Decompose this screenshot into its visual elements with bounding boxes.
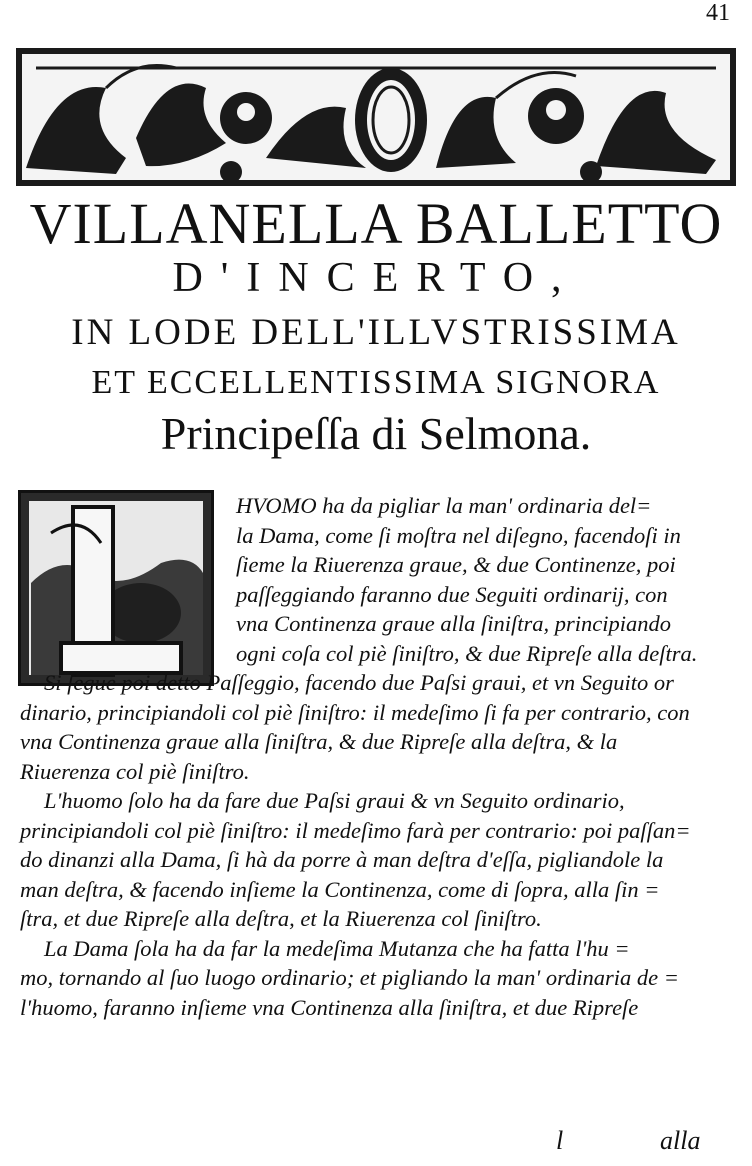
body-line: la Dama, come ſi moſtra nel diſegno, facendoſi in bbox=[236, 522, 681, 548]
body-line: l'huomo, faranno inſieme vna Continenza alla ſiniſtra, et due Ripreſe bbox=[20, 994, 639, 1020]
title-line-4: ET ECCELLENTISSIMA SIGNORA bbox=[91, 364, 661, 401]
ornamental-headpiece bbox=[16, 48, 736, 186]
body-line: L'huomo ſolo ha da fare due Paſsi graui & vn Seguito ordinario, bbox=[44, 788, 625, 813]
decorated-initial-l bbox=[18, 490, 214, 686]
body-line: dinario, principiandoli col piè ſiniſtro: il medeſimo ſi fa per contrario, con bbox=[20, 699, 690, 725]
signature-mark: l bbox=[556, 1126, 564, 1155]
body-line: Riuerenza col piè ſiniſtro. bbox=[20, 758, 250, 784]
body-line: principiandoli col piè ſiniſtro: il medeſimo farà per contrario: poi paſſan= bbox=[20, 817, 691, 843]
body-line: HVOMO ha da pigliar la man' ordinaria del= bbox=[236, 493, 652, 518]
body-line: La Dama ſola ha da far la medeſima Mutanza che ha fatta l'hu = bbox=[44, 935, 630, 961]
body-line: do dinanzi alla Dama, ſi hà da porre à man deſtra d'eſſa, pigliandole la bbox=[20, 847, 664, 872]
body-line: ſtra, et due Ripreſe alla deſtra, et la Riuerenza col ſiniſtro. bbox=[20, 906, 542, 931]
title-line-3: IN LODE DELL'ILLVSTRISSIMA bbox=[71, 312, 681, 353]
body-line: vna Continenza graue alla ſiniſtra, & due Ripreſe alla deſtra, & la bbox=[20, 729, 618, 754]
body-line: ogni coſa col piè ſiniſtro, & due Ripreſe alla deſtra. bbox=[236, 640, 698, 666]
body-line: ſieme la Riuerenza graue, & due Continenze, poi bbox=[236, 552, 676, 577]
title-line-1: VILLANELLA BALLETTO bbox=[29, 191, 723, 256]
page-number: 41 bbox=[706, 0, 730, 26]
body-line: man deſtra, & facendo inſieme la Continenza, come di ſopra, alla ſin = bbox=[20, 876, 660, 902]
body-line: mo, tornando al ſuo luogo ordinario; et pigliando la man' ordinaria de = bbox=[20, 965, 679, 990]
body-line: Si ſegue poi detto Paſſeggio, facendo due Paſsi graui, et vn Seguito or bbox=[44, 670, 674, 695]
title-line-2: D'INCERTO, bbox=[172, 255, 580, 301]
catchword: alla bbox=[660, 1126, 701, 1155]
body-line: paſſeggiando faranno due Seguiti ordinarij, con bbox=[236, 581, 668, 607]
body-line: vna Continenza graue alla ſiniſtra, principiando bbox=[236, 611, 671, 636]
title-line-5: Principeſſa di Selmona. bbox=[160, 408, 592, 459]
